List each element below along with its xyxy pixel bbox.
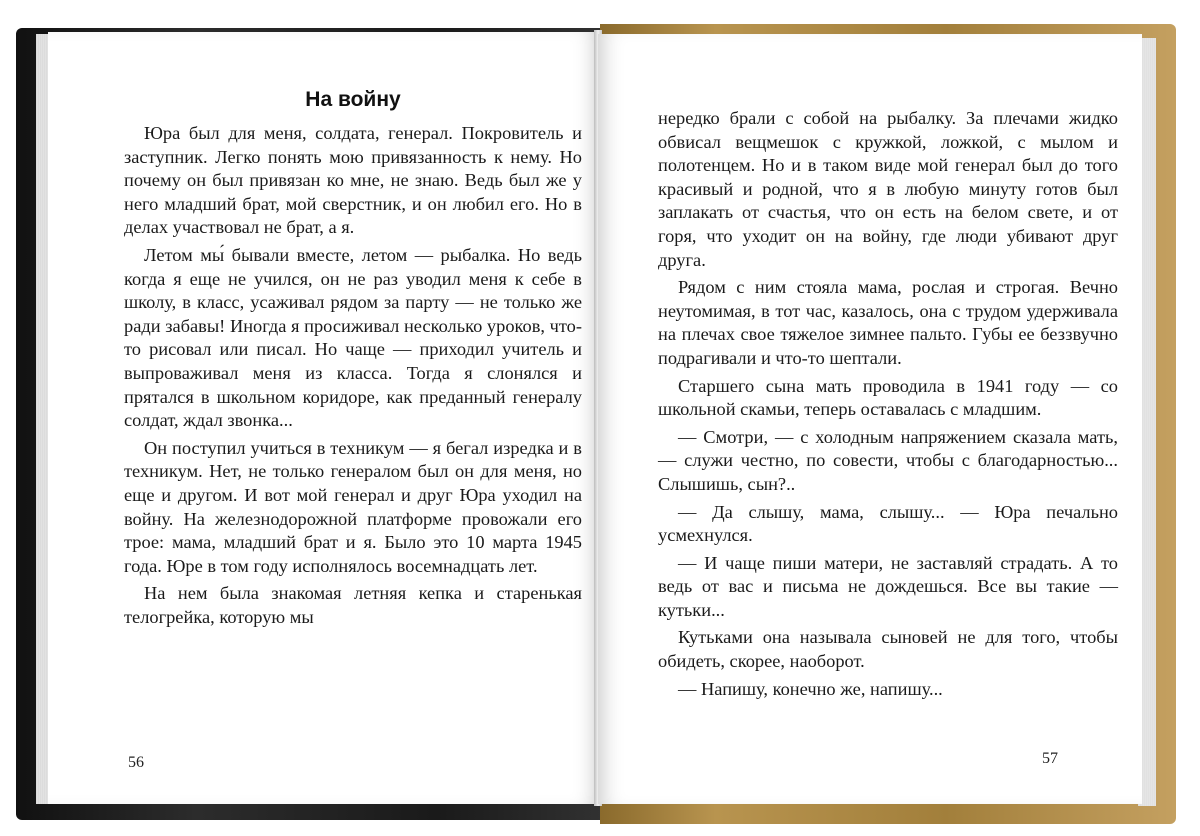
- right-page: [598, 34, 1142, 804]
- paragraph: — Смотри, — с холодным напряжением сказала мать, — служи честно, по совести, чтобы с благодарностью... Слышишь, сын?..: [658, 426, 1118, 494]
- paragraph: — Напишу, конечно же, напишу...: [678, 678, 943, 699]
- page-number-right: 57: [1042, 750, 1058, 767]
- paragraph: — Да слышу, мама, слышу... — Юра печально усмехнулся.: [658, 501, 1118, 546]
- paragraph: нередко брали с собой на рыбалку. За плечами жидко обвисал вещмешок с кружкой, ложкой, с мылом и полотенцем. Но и в таком виде мой генерал был до того красивый и родной, что я в любую минуту готов был заплакать от счастья, что он есть на белом свете, и от горя, что уходит он на войну, где люди убивают друг друга.: [658, 108, 1118, 270]
- paragraph: Рядом с ним стояла мама, рослая и строгая. Вечно неутомимая, в тот час, казалось, она с трудом удерживала на плечах свое тяжелое зимнее пальто. Губы ее беззвучно подрагивали и что-то шептали.: [658, 277, 1118, 368]
- paragraph: Старшего сына мать проводила в 1941 году — со школьной скамьи, теперь оставалась с младшим.: [658, 375, 1118, 420]
- right-page-text: [658, 107, 1118, 701]
- paragraph: — И чаще пиши матери, не заставляй страдать. А то ведь от вас и письма не дождешься. Все вы такие — кутьки...: [658, 552, 1118, 620]
- paragraph: Кутьками она называла сыновей не для того, чтобы обидеть, скорее, наоборот.: [658, 627, 1118, 672]
- paragraph: Юра был для меня, солдата, генерал. Покровитель и заступник. Легко понять мою привязанность к нему. Но почему он был привязан ко мне, не знаю. Ведь был же у него младший брат, мой сверстник, и он любил его. Но в делах участвовал не брат, а я.: [124, 123, 582, 238]
- left-page: [48, 32, 600, 804]
- page-number-left: 56: [128, 754, 144, 771]
- left-page-text: [124, 86, 582, 629]
- paragraph: Летом мы́ бывали вместе, летом — рыбалка. Но ведь когда я еще не учился, он не раз уводил меня к себе в школу, в класс, усаживал рядом за парту — не только же ради забавы! Иногда я просиживал несколько уроков, что-то рисовал или писал. Но чаще — приходил учитель и выпроваживал меня из класса. Тогда я слонялся и прятался в школьном коридоре, как преданный генералу солдат, ждал звонка...: [124, 244, 582, 431]
- paragraph: На нем была знакомая летняя кепка и старенькая телогрейка, которую мы: [124, 583, 582, 627]
- paragraph: Он поступил учиться в техникум — я бегал изредка и в техникум. Нет, не только генералом был он для меня, но еще и другом. И вот мой генерал и друг Юра уходил на войну. На железнодорожной платформе провожали его трое: мама, младший брат и я. Было это 10 марта 1945 года. Юре в том году исполнялось восемнадцать лет.: [124, 437, 582, 576]
- chapter-title: На войну: [305, 88, 401, 111]
